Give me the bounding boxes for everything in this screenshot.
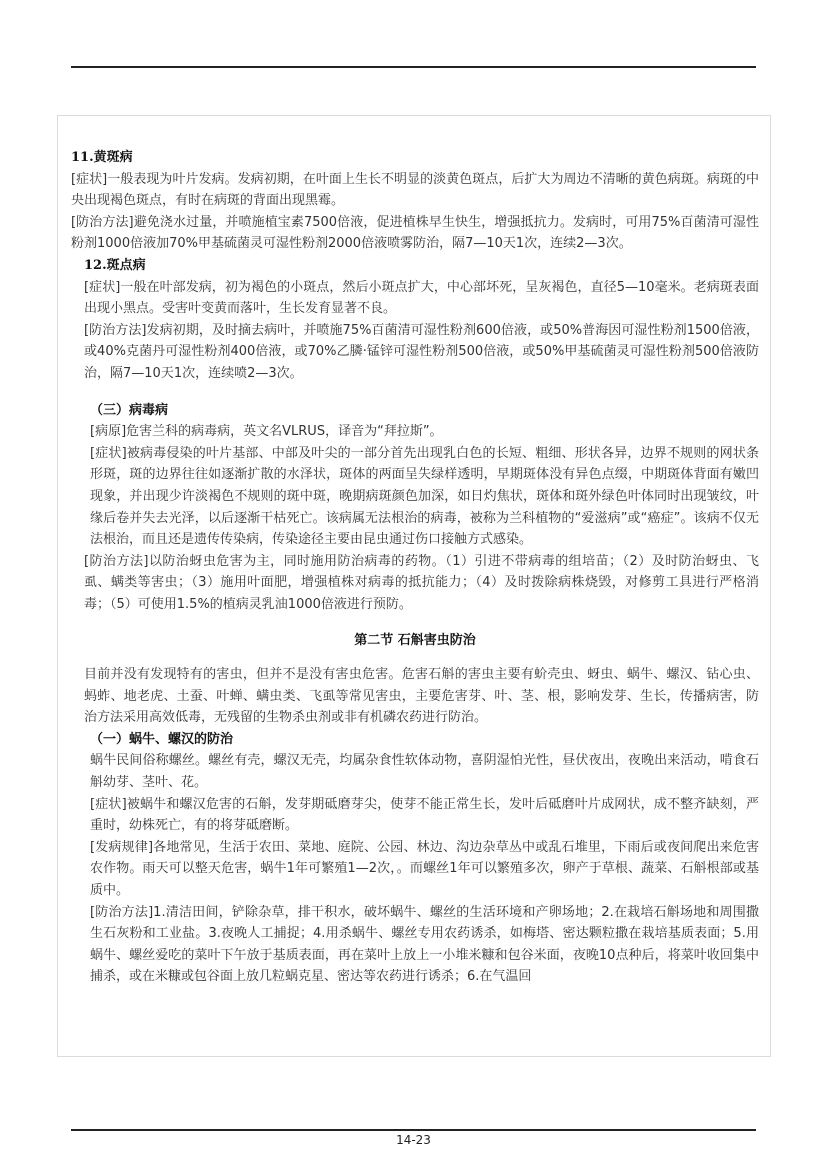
paragraph-virus-control: [防治方法]以防治蚜虫危害为主，同时施用防治病毒的药物。（1）引进不带病毒的组培苗；（2）及时防治蚜虫、飞虱、螨类等害虫；（3）施用叶面肥，增强植株对病毒的抵抗能力；（4）及时拨除病株烧毁，对修剪工具进行严格消毒；（5）可使用1.5%的植病灵乳油1000倍液进行预防。 — [84, 553, 759, 612]
paragraph-virus-symptom: [症状]被病毒侵染的叶片基部、中部及叶尖的一部分首先出现乳白色的长短、粗细、形状各异，边界不规则的网状条形斑，斑的边界往往如逐渐扩散的水泽状，斑体的两面呈失绿样透明，早期斑体没有异色点缀，中期斑体背面有嫩凹现象，并出现少许淡褐色不规则的斑中斑，晚期病斑颜色加深，如日灼焦状，斑体和斑外绿色叶体同时出现皱纹，叶缘后卷并失去光泽，以后逐渐干枯死亡。该病属无法根治的病毒，被称为兰科植物的“爱滋病”或“癌症”。该病不仅无法根治，而且还是遗传传染病，传染途径主要由昆虫通过伤口接触方式感染。 — [90, 445, 759, 548]
section-title-yellow-spot: 11.黄斑病 — [71, 150, 133, 165]
paragraph-yellow-spot-symptom: [症状]一般表现为叶片发病。发病初期，在叶面上生长不明显的淡黄色斑点，后扩大为周边不清晰的黄色病斑。病斑的中央出现褐色斑点，有时在病斑的背面出现黑霉。 — [71, 171, 759, 209]
spacer — [71, 385, 759, 400]
paragraph-snail-intro: 蜗牛民间俗称螺丝。螺丝有壳，螺汉无壳，均属杂食性软体动物，喜阴湿怕光性，昼伏夜出，夜晚出来活动，啃食石斛幼芽、茎叶、花。 — [90, 753, 759, 791]
section-title-spot: 12.斑点病 — [84, 257, 146, 273]
spacer — [71, 652, 759, 664]
footer-rule — [71, 1129, 756, 1131]
section-title-snail: （一）蜗牛、螺汉的防治 — [90, 731, 234, 747]
paragraph-yellow-spot-control: [防治方法]避免浇水过量，并喷施植宝素7500倍液，促进植株早生快生，增强抵抗力。发病时，可用75%百菌清可湿性粉剂1000倍液加70%甲基硫菌灵可湿性粉剂2000倍液喷雾防治，隔7—10天1次，连续2—3次。 — [71, 214, 759, 252]
section-title-virus: （三）病毒病 — [90, 402, 169, 418]
page-number: 14-23 — [396, 1133, 431, 1147]
spacer — [71, 615, 759, 630]
paragraph-pests-intro: 目前并没有发现特有的害虫，但并不是没有害虫危害。危害石斛的害虫主要有蚧壳虫、蚜虫、蜗牛、螺汉、钻心虫、蚂蚱、地老虎、土蚕、叶蝉、螨虫类、飞虱等常见害虫，主要危害芽、叶、茎、根，影响发芽、生长，传播病害，防治方法采用高效低毒，无残留的生物杀虫剂或非有机磷农药进行防治。 — [84, 667, 759, 726]
paragraph-virus-cause: [病原]危害兰科的病毒病，英文名VLRUS，译音为“拜拉斯”。 — [90, 424, 443, 440]
paragraph-spot-control: [防治方法]发病初期，及时摘去病叶，并喷施75%百菌清可湿性粉剂600倍液，或50%普海因可湿性粉剂1500倍液，或40%克菌丹可湿性粉剂400倍液，或70%乙膦·锰锌可湿性粉剂500倍液，或50%甲基硫菌灵可湿性粉剂500倍液防治，隔7—10天1次，连续喷2—3次。 — [84, 322, 759, 381]
paragraph-snail-control: [防治方法]1.清洁田间，铲除杂草，排干积水，破坏蜗牛、螺丝的生活环境和产卵场地；2.在栽培石斛场地和周围撒生石灰粉和工业盐。3.夜晚人工捕捉；4.用杀蜗牛、螺丝专用农药诱杀，如梅塔、密达颗粒撒在栽培基质表面；5.用蜗牛、螺丝爱吃的菜叶下午放于基质表面，再在菜叶上放上一小堆米糠和包谷米面，夜晚10点种后，将菜叶收回集中捕杀，或在米糠或包谷面上放几粒蜗克星、密达等农药进行诱杀；6.在气温回 — [90, 904, 759, 985]
header-rule — [71, 66, 756, 68]
paragraph-spot-symptom: [症状]一般在叶部发病，初为褐色的小斑点，然后小斑点扩大，中心部坏死，呈灰褐色，直径5—10毫米。老病斑表面出现小黑点。受害叶变黄而落叶，生长发育显著不良。 — [84, 279, 759, 317]
paragraph-snail-pattern: [发病规律]各地常见，生活于农田、菜地、庭院、公园、林边、沟边杂草丛中或乱石堆里，下雨后或夜间爬出来危害农作物。雨天可以整天危害，蜗牛1年可繁殖1—2次，。而螺丝1年可以繁殖多次，卵产于草根、蔬菜、石斛根部或基质中。 — [90, 839, 759, 898]
page-body — [71, 147, 759, 988]
paragraph-snail-symptom: [症状]被蜗牛和螺汉危害的石斛，发芽期砥磨芽尖，使芽不能正常生长，发叶后砥磨叶片成网状，成不整齐缺刻，严重时，幼株死亡，有的将芽砥磨断。 — [90, 796, 759, 834]
chapter-title-pests: 第二节 石斛害虫防治 — [354, 633, 476, 649]
